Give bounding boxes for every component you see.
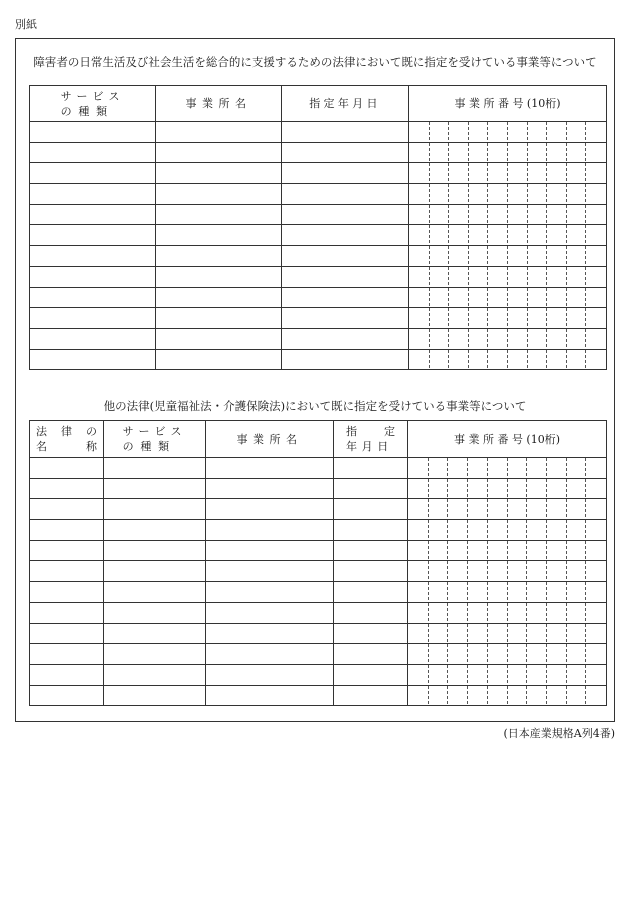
- section2-cell-office-name[interactable]: [206, 458, 334, 479]
- section2-title: 他の法律(児童福祉法・介護保険法)において既に指定を受けている事業等について: [103, 399, 527, 413]
- section2-cell-law-name[interactable]: [30, 540, 104, 561]
- section1-cell-office-name[interactable]: [156, 163, 282, 184]
- section2-row: [30, 458, 607, 479]
- section2-cell-law-name[interactable]: [30, 623, 104, 644]
- section2-cell-service-type[interactable]: [104, 685, 206, 706]
- section2-cell-service-type[interactable]: [104, 520, 206, 541]
- section2-header-service-type-line1: サービス: [122, 425, 187, 438]
- section2-row: [30, 478, 607, 499]
- section2-cell-law-name[interactable]: [30, 685, 104, 706]
- section1-row: [30, 349, 607, 370]
- section1-row: [30, 163, 607, 184]
- section2-cell-office-number[interactable]: [408, 602, 607, 623]
- section2-cell-law-name[interactable]: [30, 664, 104, 685]
- section1-cell-service-type[interactable]: [30, 142, 156, 163]
- section1-header-office-name-text: 事業所名: [185, 97, 252, 110]
- section1-cell-designation-date[interactable]: [282, 308, 409, 329]
- section1-cell-service-type[interactable]: [30, 225, 156, 246]
- section1-row: [30, 122, 607, 143]
- section2-header-designation-char-b: 定: [384, 425, 395, 438]
- section1-header-office-number-text: 事 業 所 番 号 (10桁): [454, 97, 561, 110]
- section2-cell-office-name[interactable]: [206, 499, 334, 520]
- section2-cell-designation-date[interactable]: [334, 644, 408, 665]
- section2-cell-office-name[interactable]: [206, 561, 334, 582]
- section2-cell-service-type[interactable]: [104, 623, 206, 644]
- section1-cell-office-name[interactable]: [156, 328, 282, 349]
- section2-row: [30, 561, 607, 582]
- section1-cell-service-type[interactable]: [30, 266, 156, 287]
- section1-row: [30, 308, 607, 329]
- section2-header-row: [30, 421, 607, 458]
- section1-cell-office-name[interactable]: [156, 349, 282, 370]
- section2-cell-law-name[interactable]: [30, 644, 104, 665]
- section2-header-law-name-char-e: 称: [86, 440, 97, 453]
- section2-cell-law-name[interactable]: [30, 582, 104, 603]
- section2-cell-office-number[interactable]: [408, 623, 607, 644]
- section1-cell-service-type[interactable]: [30, 163, 156, 184]
- section1-cell-office-name[interactable]: [156, 266, 282, 287]
- section2-cell-office-number[interactable]: [408, 644, 607, 665]
- section2-header-office-name-text: 事業所名: [236, 432, 303, 446]
- section1-cell-office-name[interactable]: [156, 204, 282, 225]
- section1-cell-office-name[interactable]: [156, 287, 282, 308]
- section1-cell-office-number[interactable]: [409, 204, 607, 225]
- section1-cell-service-type[interactable]: [30, 328, 156, 349]
- section1-cell-service-type[interactable]: [30, 308, 156, 329]
- section2-cell-office-number[interactable]: [408, 540, 607, 561]
- section2-row: [30, 540, 607, 561]
- section1-header-service-type-line2: の 種 類: [60, 104, 109, 118]
- section2-row: [30, 499, 607, 520]
- section1-cell-office-number[interactable]: [409, 349, 607, 370]
- section1-header-office-number: [409, 86, 607, 122]
- section1-row: [30, 142, 607, 163]
- section1-row: [30, 225, 607, 246]
- section1-cell-office-name[interactable]: [156, 184, 282, 205]
- section1-cell-office-name[interactable]: [156, 308, 282, 329]
- section2-cell-office-name[interactable]: [206, 602, 334, 623]
- section2-cell-designation-date[interactable]: [334, 664, 408, 685]
- section2-cell-office-name[interactable]: [206, 520, 334, 541]
- section2-header-service-type-line2: の 種 類: [122, 440, 171, 453]
- section2-row: [30, 644, 607, 665]
- section1-header-designation-date: [282, 86, 409, 122]
- section1-cell-service-type[interactable]: [30, 349, 156, 370]
- section1-cell-office-number[interactable]: [409, 142, 607, 163]
- section2-header-designation-line2: 年 月 日: [346, 440, 389, 453]
- section1-cell-office-number[interactable]: [409, 246, 607, 267]
- section2-cell-office-name[interactable]: [206, 644, 334, 665]
- section1-cell-designation-date[interactable]: [282, 184, 409, 205]
- section1-cell-designation-date[interactable]: [282, 142, 409, 163]
- section1-table: [29, 85, 607, 370]
- section2-header-designation-char-a: 指: [346, 425, 357, 438]
- section1-cell-office-name[interactable]: [156, 142, 282, 163]
- section2-cell-law-name[interactable]: [30, 520, 104, 541]
- section2-cell-law-name[interactable]: [30, 561, 104, 582]
- section1-header-row: [30, 86, 607, 122]
- section2-cell-office-number[interactable]: [408, 685, 607, 706]
- section1-cell-service-type[interactable]: [30, 184, 156, 205]
- section1-cell-office-number[interactable]: [409, 184, 607, 205]
- section1-cell-office-name[interactable]: [156, 246, 282, 267]
- section1-cell-office-number[interactable]: [409, 225, 607, 246]
- section2-cell-designation-date[interactable]: [334, 602, 408, 623]
- section2-header-office-name: [206, 421, 334, 458]
- section2-cell-service-type[interactable]: [104, 582, 206, 603]
- section2-cell-office-name[interactable]: [206, 623, 334, 644]
- section2-header-law-name-char-c: の: [86, 425, 97, 438]
- section2-cell-office-name[interactable]: [206, 664, 334, 685]
- section1-header-service-type-line1: サービス: [60, 89, 125, 103]
- section1-cell-service-type[interactable]: [30, 204, 156, 225]
- section2-header-law-name-char-d: 名: [36, 440, 47, 453]
- section2-header-law-name-line2: [30, 439, 103, 454]
- section1-cell-office-number[interactable]: [409, 122, 607, 143]
- section2-cell-service-type[interactable]: [104, 478, 206, 499]
- section2-header-service-type: [104, 421, 206, 458]
- section2-cell-office-number[interactable]: [408, 561, 607, 582]
- section2-cell-service-type[interactable]: [104, 602, 206, 623]
- section2-row: [30, 685, 607, 706]
- section1-cell-designation-date[interactable]: [282, 225, 409, 246]
- section2-cell-designation-date[interactable]: [334, 520, 408, 541]
- section1-cell-designation-date[interactable]: [282, 163, 409, 184]
- section1-cell-service-type[interactable]: [30, 122, 156, 143]
- section2-cell-designation-date[interactable]: [334, 478, 408, 499]
- section2-cell-office-name[interactable]: [206, 478, 334, 499]
- section2-cell-office-number[interactable]: [408, 582, 607, 603]
- section2-header-law-name: [30, 421, 104, 458]
- section2-header-service-type-text: [123, 424, 187, 454]
- section1-row: [30, 184, 607, 205]
- section2-header-law-name-char-b: 律: [61, 425, 72, 438]
- section2-row: [30, 623, 607, 644]
- section1-cell-designation-date[interactable]: [282, 204, 409, 225]
- section2-cell-office-number[interactable]: [408, 520, 607, 541]
- section1-cell-designation-date[interactable]: [282, 328, 409, 349]
- section2-cell-law-name[interactable]: [30, 602, 104, 623]
- section2-cell-office-number[interactable]: [408, 458, 607, 479]
- section2-header-office-number-text: 事 業 所 番 号 (10桁): [453, 432, 561, 446]
- section2-cell-office-name[interactable]: [206, 685, 334, 706]
- section2-header-designation-line1: [334, 424, 407, 439]
- paper-size-note: (日本産業規格A列4番): [503, 727, 615, 740]
- section1-header-office-name: [156, 86, 282, 122]
- section1-cell-office-number[interactable]: [409, 266, 607, 287]
- section2-cell-designation-date[interactable]: [334, 458, 408, 479]
- section2-cell-office-number[interactable]: [408, 664, 607, 685]
- section2-cell-law-name[interactable]: [30, 478, 104, 499]
- section2-cell-service-type[interactable]: [104, 499, 206, 520]
- section1-cell-service-type[interactable]: [30, 287, 156, 308]
- section1-cell-office-number[interactable]: [409, 308, 607, 329]
- section2-cell-designation-date[interactable]: [334, 540, 408, 561]
- section2-cell-designation-date[interactable]: [334, 561, 408, 582]
- section2-header-office-number: [408, 421, 607, 458]
- section1-row: [30, 328, 607, 349]
- section1-cell-service-type[interactable]: [30, 246, 156, 267]
- section1-cell-designation-date[interactable]: [282, 122, 409, 143]
- section2-header-designation-line2-wrap: [334, 439, 407, 454]
- section2-cell-law-name[interactable]: [30, 499, 104, 520]
- section2-cell-service-type[interactable]: [104, 458, 206, 479]
- section1-header-designation-date-text: 指定年月日: [309, 97, 381, 110]
- form-frame: [15, 38, 615, 722]
- section2-cell-service-type[interactable]: [104, 561, 206, 582]
- section2-row: [30, 582, 607, 603]
- section1-cell-office-number[interactable]: [409, 163, 607, 184]
- section1-row: [30, 266, 607, 287]
- section1-cell-designation-date[interactable]: [282, 246, 409, 267]
- section1-title: 障害者の日常生活及び社会生活を総合的に支援するための法律において既に指定を受けている事業等について: [33, 55, 597, 69]
- section2-table: [29, 420, 607, 706]
- section1-cell-designation-date[interactable]: [282, 349, 409, 370]
- annex-label: 別紙: [15, 18, 37, 31]
- section2-cell-office-name[interactable]: [206, 582, 334, 603]
- section1-cell-office-number[interactable]: [409, 328, 607, 349]
- section2-cell-service-type[interactable]: [104, 664, 206, 685]
- section1-row: [30, 287, 607, 308]
- section2-header-law-name-line1: [30, 424, 103, 439]
- section2-cell-office-name[interactable]: [206, 540, 334, 561]
- section2-cell-office-number[interactable]: [408, 499, 607, 520]
- section2-row: [30, 602, 607, 623]
- section2-header-law-name-char-a: 法: [36, 425, 47, 438]
- section1-row: [30, 246, 607, 267]
- section2-row: [30, 520, 607, 541]
- section2-cell-designation-date[interactable]: [334, 499, 408, 520]
- section2-cell-designation-date[interactable]: [334, 685, 408, 706]
- section2-cell-law-name[interactable]: [30, 458, 104, 479]
- section2-header-designation: [334, 421, 408, 458]
- section2-cell-service-type[interactable]: [104, 644, 206, 665]
- section1-cell-office-name[interactable]: [156, 122, 282, 143]
- section1-cell-office-name[interactable]: [156, 225, 282, 246]
- section2-cell-service-type[interactable]: [104, 540, 206, 561]
- section2-cell-office-number[interactable]: [408, 478, 607, 499]
- section1-header-service-type: [30, 86, 156, 122]
- section1-header-service-type-text: [61, 89, 125, 119]
- section2-cell-designation-date[interactable]: [334, 623, 408, 644]
- section2-row: [30, 664, 607, 685]
- section1-row: [30, 204, 607, 225]
- section1-cell-designation-date[interactable]: [282, 287, 409, 308]
- section1-cell-designation-date[interactable]: [282, 266, 409, 287]
- section1-cell-office-number[interactable]: [409, 287, 607, 308]
- section2-cell-designation-date[interactable]: [334, 582, 408, 603]
